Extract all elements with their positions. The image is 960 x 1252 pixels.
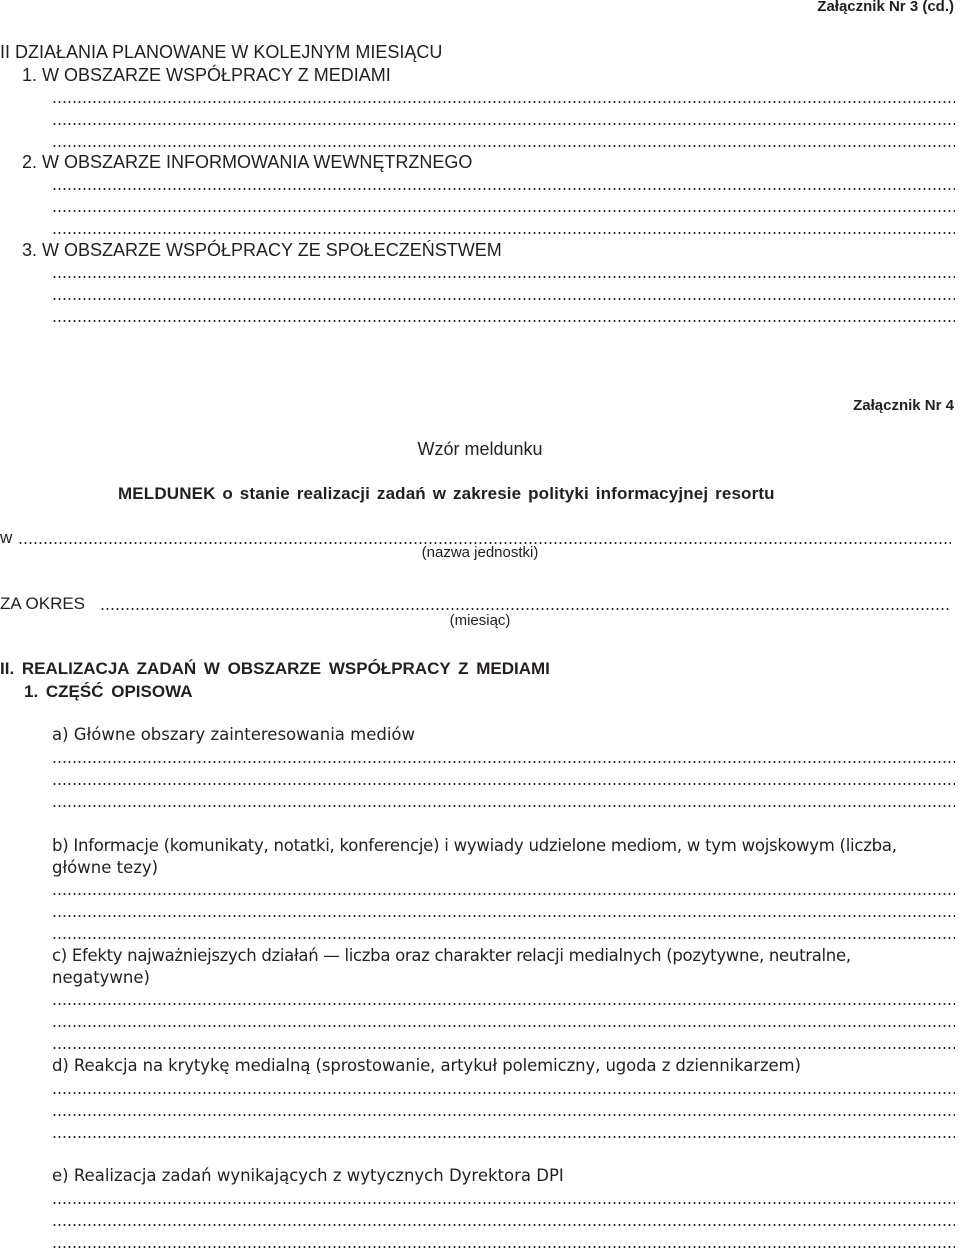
fill-line bbox=[52, 123, 955, 125]
fill-line bbox=[52, 1114, 955, 1116]
fill-line bbox=[52, 188, 955, 190]
item-b-label: b) Informacje (komunikaty, notatki, konferencje) i wywiady udzielone mediom, w tym wojskowym (liczba, bbox=[52, 836, 897, 855]
fill-line bbox=[52, 805, 955, 807]
unit-prefix: w bbox=[0, 528, 13, 547]
fill-line bbox=[52, 298, 955, 300]
item-c-label: c) Efekty najważniejszych działań — liczba oraz charakter relacji medialnych (pozytywne, neutralne, bbox=[52, 946, 851, 965]
period-fill-line bbox=[100, 608, 951, 610]
template-title: Wzór meldunku bbox=[417, 439, 543, 459]
item-b-label-cont: główne tezy) bbox=[52, 858, 159, 877]
period-prefix: ZA OKRES bbox=[0, 594, 86, 613]
fill-line bbox=[52, 1003, 955, 1005]
fill-line bbox=[52, 1025, 955, 1027]
item-d-label: d) Reakcja na krytykę medialną (sprostowanie, artykuł polemiczny, ugoda z dziennikarzem) bbox=[52, 1056, 801, 1075]
unit-caption: (nazwa jednostki) bbox=[421, 544, 539, 561]
fill-line bbox=[52, 783, 955, 785]
fill-line bbox=[52, 1246, 955, 1248]
fill-line bbox=[52, 1202, 955, 1204]
period-caption: (miesiąc) bbox=[449, 612, 511, 629]
fill-line bbox=[52, 145, 955, 147]
fill-line bbox=[52, 101, 955, 103]
fill-line bbox=[52, 1047, 955, 1049]
fill-line bbox=[52, 893, 955, 895]
item-a-label: a) Główne obszary zainteresowania mediów bbox=[52, 725, 416, 744]
fill-line bbox=[52, 232, 955, 234]
annex-3-continued-label: Załącznik Nr 3 (cd.) bbox=[817, 0, 954, 15]
fill-line bbox=[52, 1224, 955, 1226]
planned-item-society: 3. W OBSZARZE WSPÓŁPRACY ZE SPOŁECZEŃSTWEM bbox=[22, 240, 502, 260]
fill-line bbox=[52, 937, 955, 939]
item-c-label-cont: negatywne) bbox=[52, 968, 150, 987]
fill-line bbox=[52, 915, 955, 917]
report-title: MELDUNEK o stanie realizacji zadań w zakresie polityki informacyjnej resortu bbox=[118, 484, 775, 503]
planned-actions-heading: II DZIAŁANIA PLANOWANE W KOLEJNYM MIESIĄCU bbox=[0, 42, 443, 62]
fill-line bbox=[52, 320, 955, 322]
planned-item-media: 1. W OBSZARZE WSPÓŁPRACY Z MEDIAMI bbox=[22, 65, 391, 85]
fill-line bbox=[52, 761, 955, 763]
fill-line bbox=[52, 276, 955, 278]
fill-line bbox=[52, 1136, 955, 1138]
fill-line bbox=[52, 1092, 955, 1094]
realization-section-heading: II. REALIZACJA ZADAŃ W OBSZARZE WSPÓŁPRACY Z MEDIAMI bbox=[0, 659, 550, 678]
descriptive-part-heading: 1. CZĘŚĆ OPISOWA bbox=[24, 682, 193, 701]
annex-4-label: Załącznik Nr 4 bbox=[853, 397, 954, 414]
planned-item-internal: 2. W OBSZARZE INFORMOWANIA WEWNĘTRZNEGO bbox=[22, 152, 473, 172]
fill-line bbox=[52, 210, 955, 212]
item-e-label: e) Realizacja zadań wynikających z wytycznych Dyrektora DPI bbox=[52, 1166, 564, 1185]
